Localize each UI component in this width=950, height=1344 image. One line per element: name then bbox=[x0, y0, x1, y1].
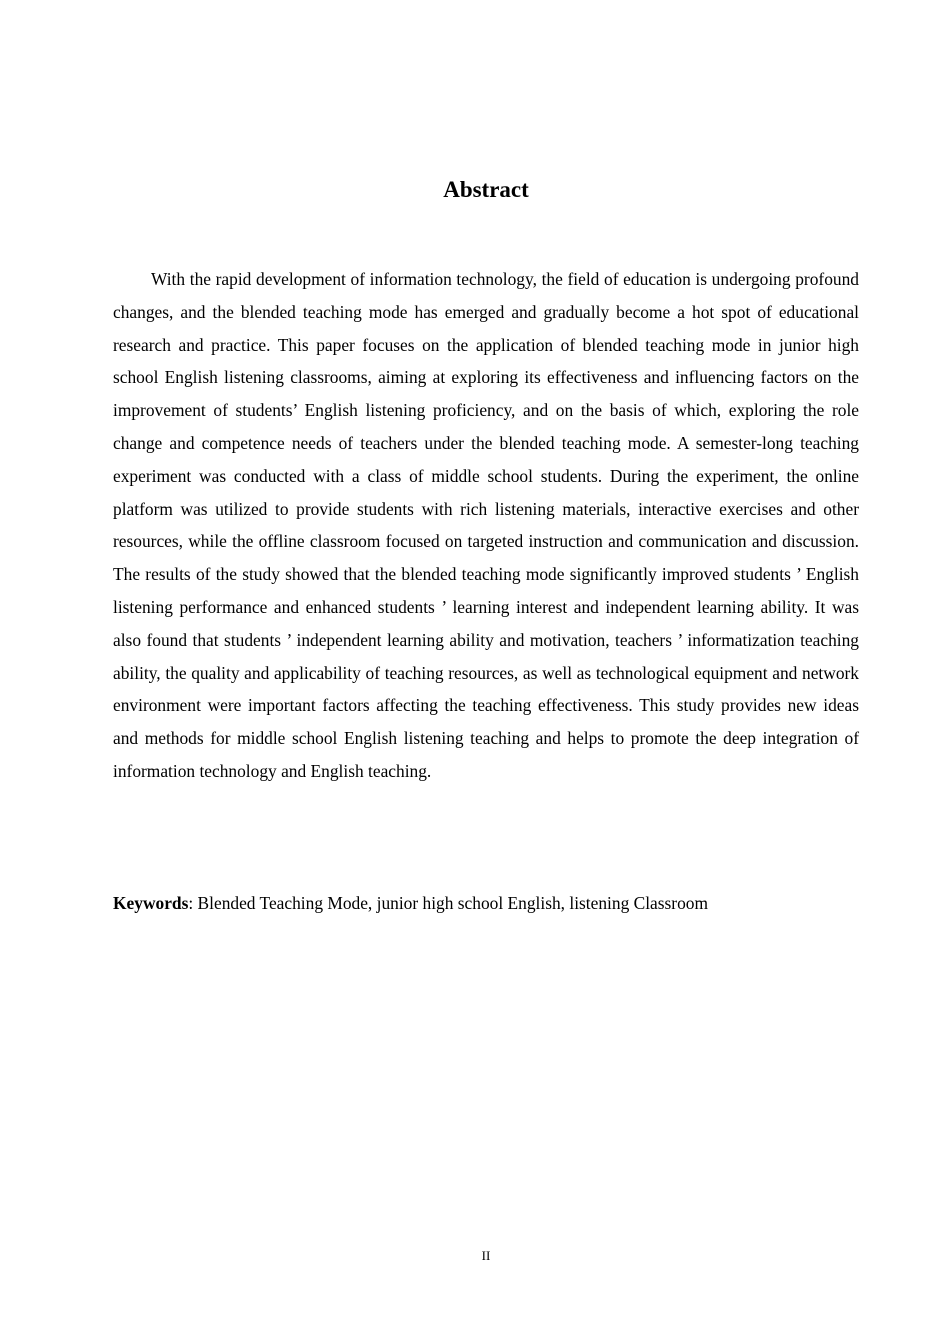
abstract-paragraph: With the rapid development of information technology, the field of education is undergoing profound changes, and the blended teaching mode has emerged and gradually become a hot spot of educational research and practice. This paper focuses on the application of blended teaching mode in junior high school English listening classrooms, aiming at exploring its effectiveness and influencing factors on the improvement of students’ English listening proficiency, and on the basis of which, exploring the role change and competence needs of teachers under the blended teaching mode. A semester-long teaching experiment was conducted with a class of middle school students. During the experiment, the online platform was utilized to provide students with rich listening materials, interactive exercises and other resources, while the offline classroom focused on targeted instruction and communication and discussion. The results of the study showed that the blended teaching mode significantly improved students ’ English listening performance and enhanced students ’ learning interest and independent learning ability. It was also found that students ’ independent learning ability and motivation, teachers ’ informatization teaching ability, the quality and applicability of teaching resources, as well as technological equipment and network environment were important factors affecting the teaching effectiveness. This study provides new ideas and methods for middle school English listening teaching and helps to promote the deep integration of information technology and English teaching. bbox=[113, 269, 859, 781]
keywords-value: Blended Teaching Mode, junior high school English, listening Classroom bbox=[197, 893, 709, 913]
page-number: II bbox=[481, 1248, 491, 1263]
page-title: Abstract bbox=[443, 177, 529, 202]
keywords-label: Keywords bbox=[113, 893, 189, 913]
keywords-line bbox=[113, 887, 859, 919]
keywords-separator: : bbox=[188, 893, 198, 913]
